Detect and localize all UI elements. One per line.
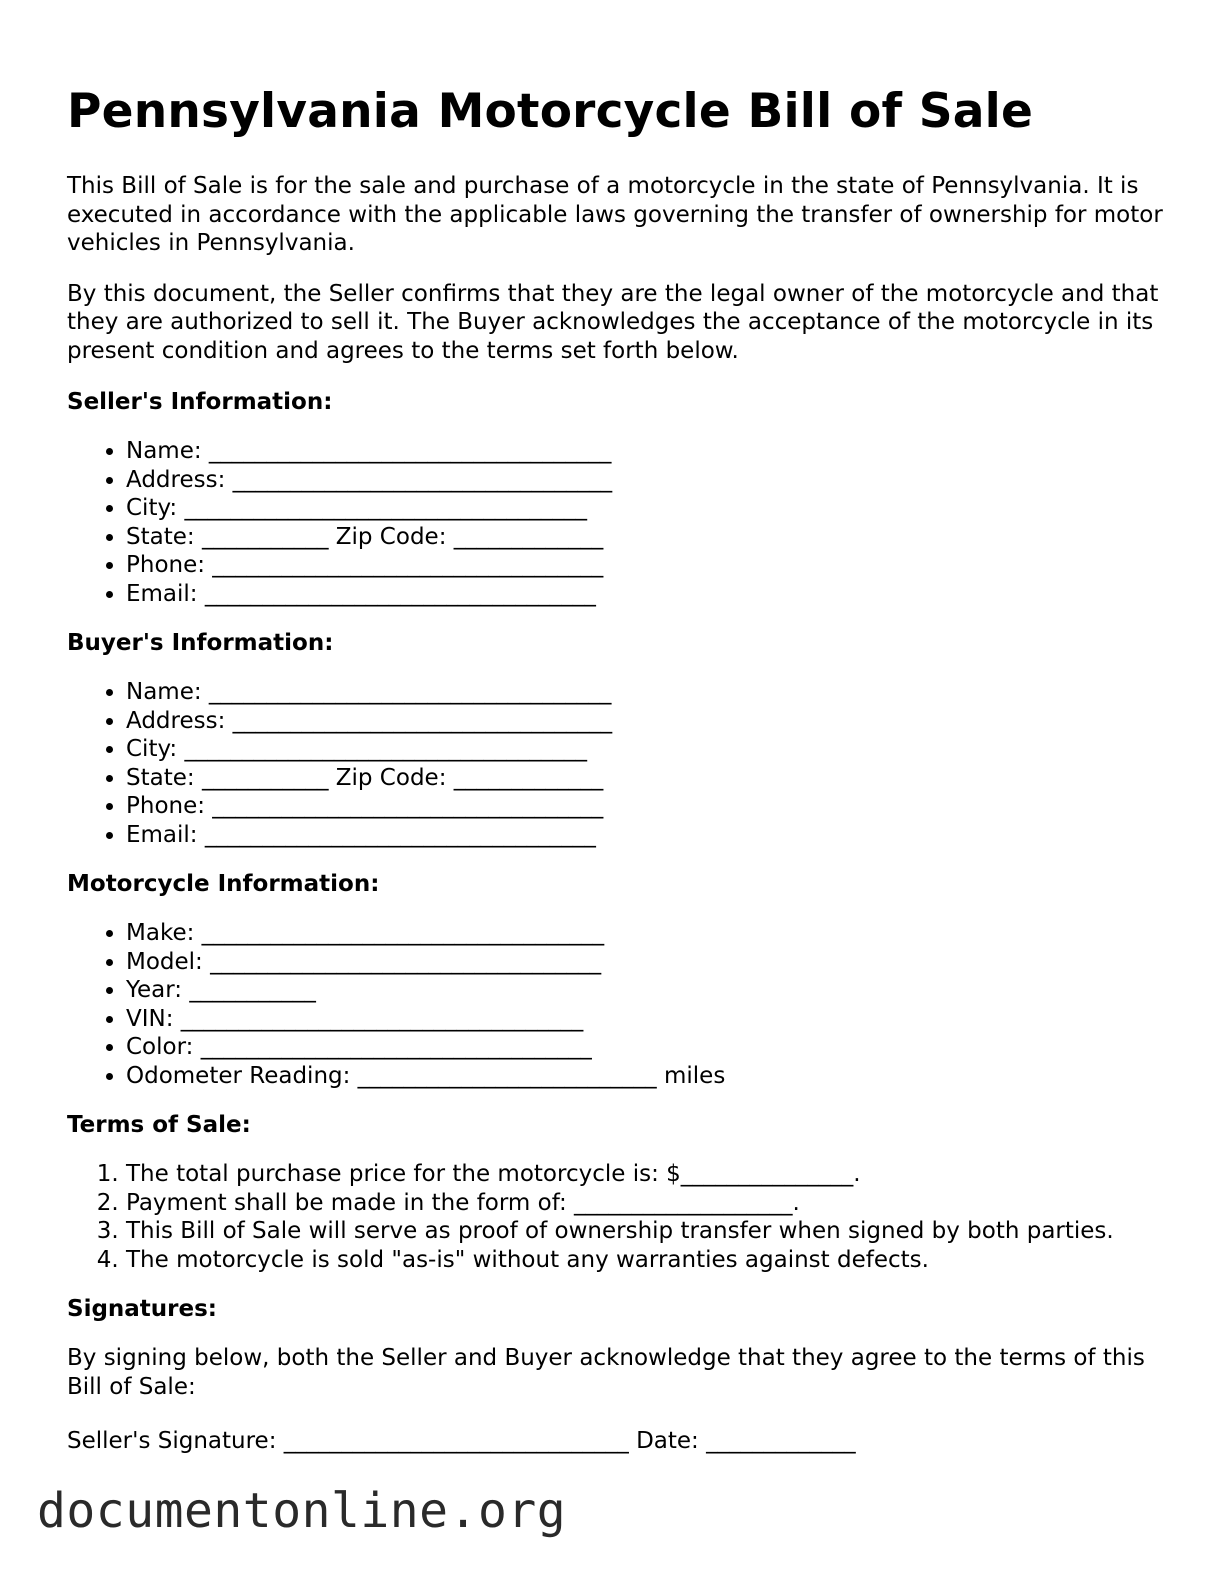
seller-name-field: • Name: ___________________________________ [126, 437, 1167, 466]
intro-paragraph-2: By this document, the Seller confirms that they are the legal owner of the motorcycle and that they are authorized to sell it. The Buyer acknowledges the acceptance of the motorcycle in its present condition and agrees to the terms set forth below. [67, 280, 1159, 364]
terms-heading: Terms of Sale: [67, 1112, 251, 1138]
seller-heading: Seller's Information: [67, 389, 333, 415]
buyer-address-field: • Address: _________________________________ [126, 707, 1167, 736]
seller-info-list [67, 437, 1167, 608]
buyer-heading: Buyer's Information: [67, 630, 334, 656]
terms-list [67, 1160, 1167, 1274]
seller-state-zip-field: • State: ___________ Zip Code: _____________ [126, 523, 1167, 552]
page-title: Pennsylvania Motorcycle Bill of Sale [67, 84, 1034, 139]
buyer-state-zip-field: • State: ___________ Zip Code: _____________ [126, 764, 1167, 793]
buyer-phone-field: • Phone: __________________________________ [126, 792, 1167, 821]
document-page [67, 80, 1167, 1456]
buyer-email-field: • Email: __________________________________ [126, 821, 1167, 850]
motorcycle-model-field: • Model: __________________________________ [126, 948, 1167, 977]
seller-address-field: • Address: _________________________________ [126, 466, 1167, 495]
motorcycle-heading: Motorcycle Information: [67, 871, 380, 897]
seller-signature-line: Seller's Signature: ______________________________ Date: _____________ [67, 1428, 856, 1454]
signatures-heading: Signatures: [67, 1296, 218, 1322]
buyer-city-field: • City: ___________________________________ [126, 735, 1167, 764]
terms-item-payment: 2. Payment shall be made in the form of: ___________________. [126, 1189, 1167, 1218]
buyer-info-list [67, 678, 1167, 849]
motorcycle-year-field: • Year: ___________ [126, 976, 1167, 1005]
motorcycle-odometer-field: • Odometer Reading: __________________________ miles [126, 1062, 1167, 1091]
seller-phone-field: • Phone: __________________________________ [126, 551, 1167, 580]
signatures-text: By signing below, both the Seller and Buyer acknowledge that they agree to the terms of this Bill of Sale: [67, 1345, 1145, 1400]
terms-item-as-is: 4. The motorcycle is sold "as-is" without any warranties against defects. [126, 1246, 1167, 1275]
intro-paragraph-1: This Bill of Sale is for the sale and purchase of a motorcycle in the state of Pennsylvania. It is executed in accordance with the applicable laws governing the transfer of ownership for motor vehicles in Pennsylvania. [67, 173, 1163, 256]
terms-item-price: 1. The total purchase price for the motorcycle is: $_______________. [126, 1160, 1167, 1189]
terms-item-proof: 3. This Bill of Sale will serve as proof of ownership transfer when signed by both parties. [126, 1217, 1167, 1246]
motorcycle-info-list [67, 919, 1167, 1090]
watermark-text: documentonline.org [37, 1483, 567, 1539]
motorcycle-vin-field: • VIN: ___________________________________ [126, 1005, 1167, 1034]
seller-email-field: • Email: __________________________________ [126, 580, 1167, 609]
motorcycle-make-field: • Make: ___________________________________ [126, 919, 1167, 948]
buyer-name-field: • Name: ___________________________________ [126, 678, 1167, 707]
seller-city-field: • City: ___________________________________ [126, 494, 1167, 523]
motorcycle-color-field: • Color: __________________________________ [126, 1033, 1167, 1062]
